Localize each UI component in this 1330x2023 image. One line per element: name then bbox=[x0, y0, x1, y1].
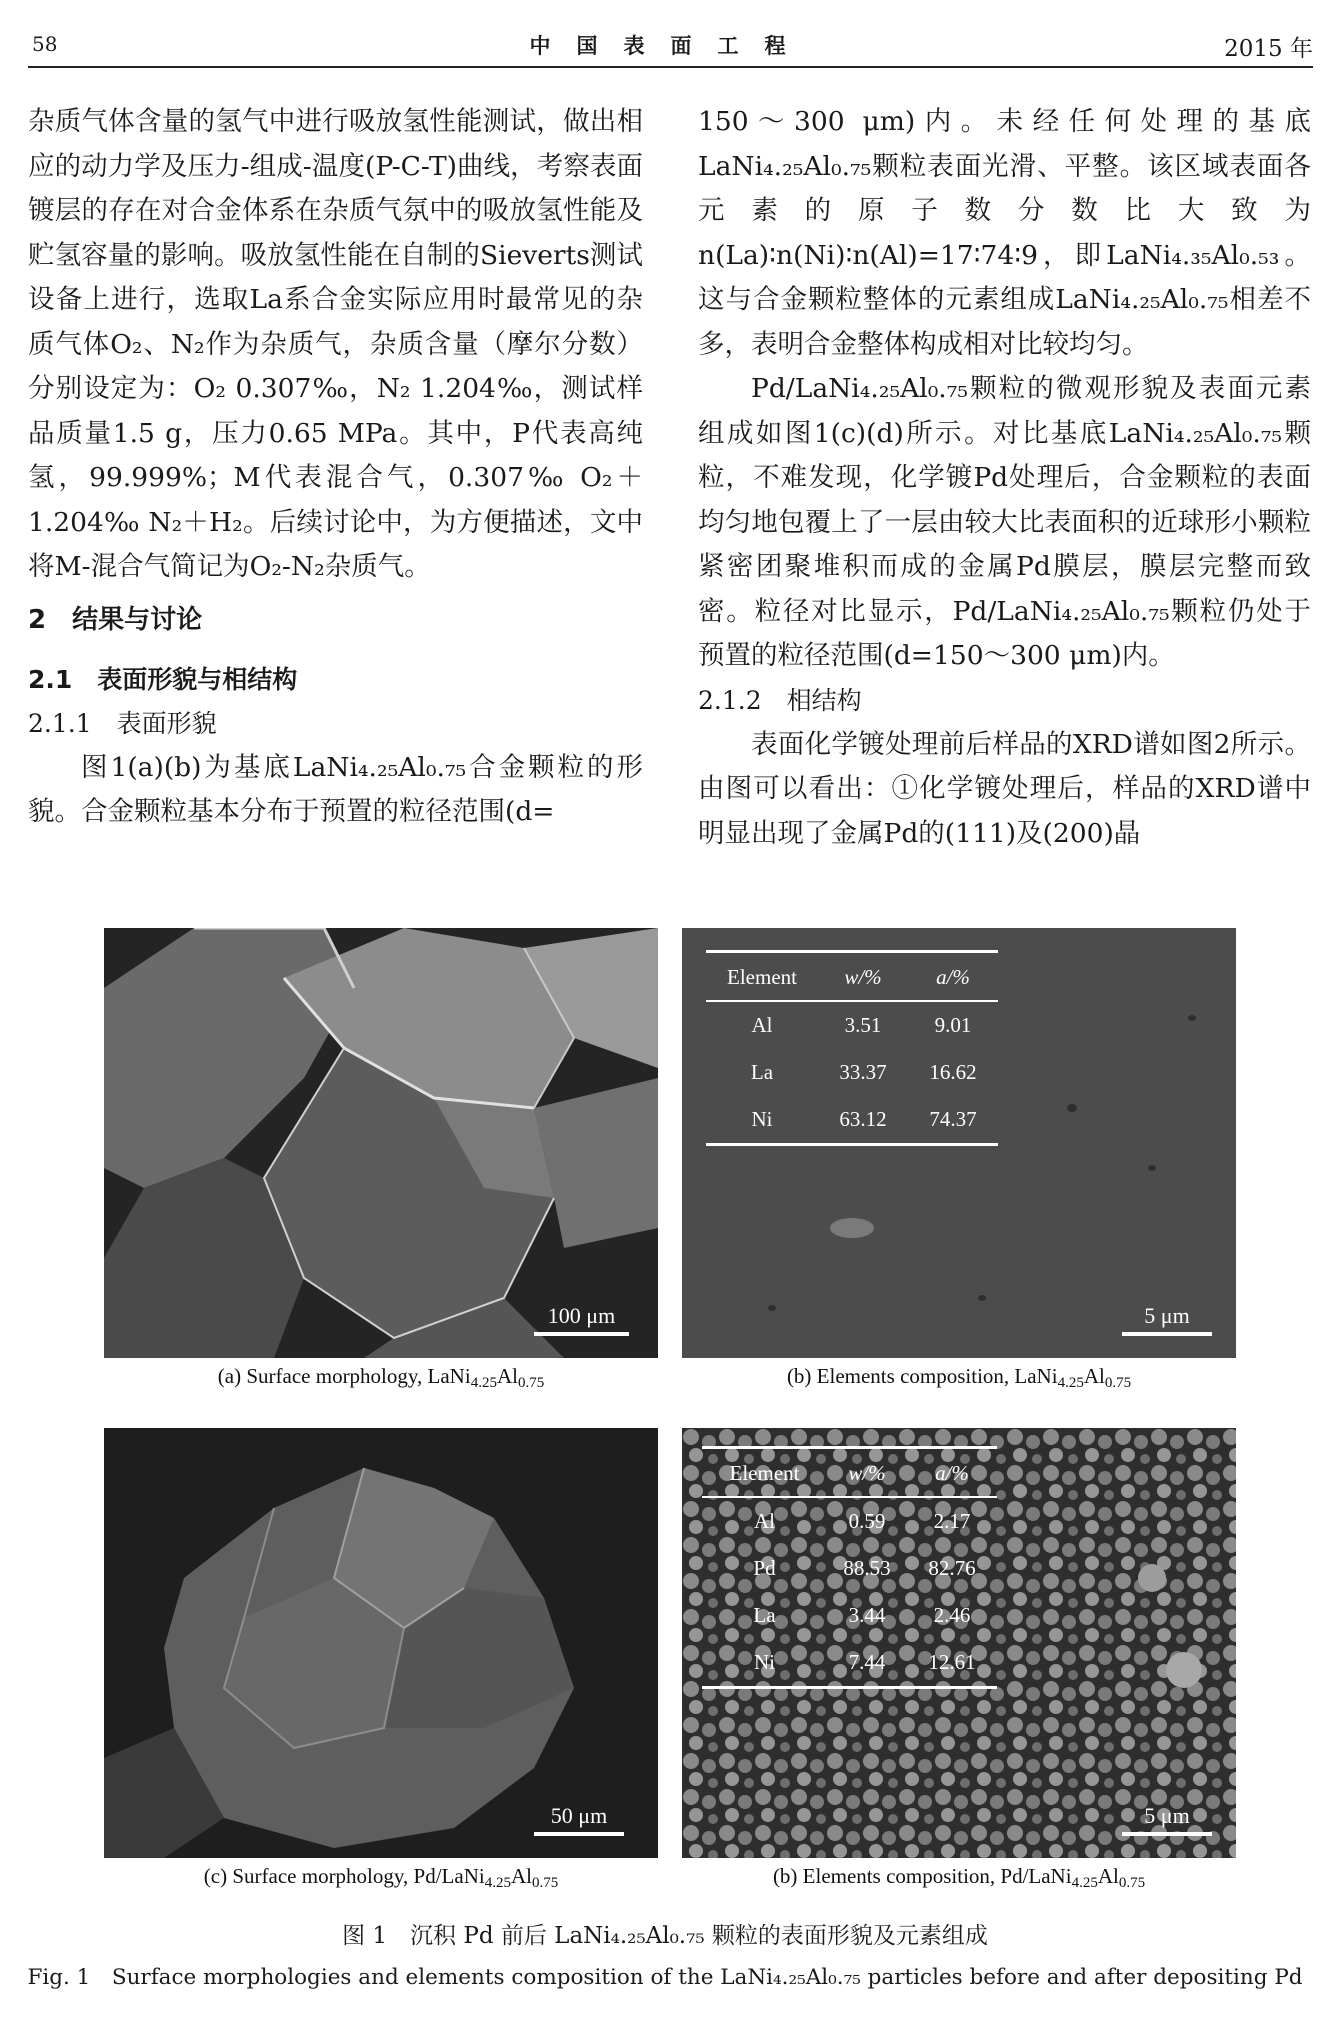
table-cell: 0.59 bbox=[848, 1509, 886, 1533]
caption-d bbox=[682, 1864, 1236, 1892]
table-cell: 12.61 bbox=[907, 1639, 997, 1688]
table-header: Element bbox=[702, 1448, 827, 1498]
continued-paragraph: 150～300 μm)内。未经任何处理的基底LaNi₄.₂₅Al₀.₇₅颗粒表面光滑、平整。该区域表面各元素的原子数分数比大致为n(La)∶n(Ni)∶n(Al)=17∶74∶9，即LaNi₄.₃₅Al₀.₅₃。这与合金颗粒整体的元素组成LaNi₄.₂₅Al₀.₇₅相差不多，表明合金整体构成相对比较均匀。 bbox=[698, 106, 1311, 360]
subsubsection-heading: 2.1.1 表面形貌 bbox=[28, 708, 217, 738]
caption-c bbox=[104, 1864, 658, 1892]
sem-image-a bbox=[104, 928, 658, 1358]
table-row bbox=[706, 1096, 998, 1145]
element-table-d bbox=[702, 1446, 997, 1689]
table-cell: La bbox=[753, 1603, 776, 1627]
table-header: w/% bbox=[827, 1448, 907, 1498]
table-row bbox=[706, 1001, 998, 1049]
caption-d-sub1: 4.25 bbox=[1071, 1875, 1098, 1891]
scale-bar-b bbox=[1122, 1303, 1212, 1336]
caption-b-sub1: 4.25 bbox=[1057, 1375, 1084, 1391]
intro-paragraph: 杂质气体含量的氢气中进行吸放氢性能测试，做出相应的动力学及压力-组成-温度(P-C-T)曲线，考察表面镀层的存在对合金体系在杂质气氛中的吸放氢性能及贮氢容量的影响。吸放氢性能在自制的Sieverts测试设备上进行，选取La系合金实际应用时最常见的杂质气体O₂、N₂作为杂质气，杂质含量（摩尔分数）分别设定为：O₂ 0.307‰，N₂ 1.204‰，测试样品质量1.5 g，压力0.65 MPa。其中，P代表高纯氢，99.999%；M代表混合气，0.307‰ O₂＋1.204‰ N₂＋H₂。后续讨论中，为方便描述，文中将M-混合气简记为O₂-N₂杂质气。 bbox=[28, 106, 643, 582]
table-cell: Al bbox=[751, 1013, 773, 1037]
scale-label-a: 100 μm bbox=[547, 1303, 616, 1328]
table-cell: 74.37 bbox=[908, 1096, 998, 1145]
table-cell: 88.53 bbox=[843, 1556, 891, 1580]
caption-c-sub2: 0.75 bbox=[531, 1875, 559, 1891]
scale-label-d: 5 μm bbox=[1144, 1803, 1190, 1828]
left-column bbox=[28, 100, 643, 835]
table-header: a/% bbox=[907, 1448, 997, 1498]
scale-label-c: 50 μm bbox=[550, 1803, 608, 1828]
table-header: Element bbox=[706, 952, 818, 1002]
caption-c-mid: Al bbox=[510, 1864, 532, 1888]
caption-b-sub2: 0.75 bbox=[1104, 1375, 1132, 1391]
table-header: a/% bbox=[908, 952, 998, 1002]
pd-paragraph: Pd/LaNi₄.₂₅Al₀.₇₅颗粒的微观形貌及表面元素组成如图1(c)(d)所示。对比基底LaNi₄.₂₅Al₀.₇₅颗粒，不难发现，化学镀Pd处理后，合金颗粒的表面均匀地包覆上了一层由较大比表面积的近球形小颗粒紧密团聚堆积而成的金属Pd膜层，膜层完整而致密。粒径对比显示，Pd/LaNi₄.₂₅Al₀.₇₅颗粒仍处于预置的粒径范围(d=150～300 μm)内。 bbox=[698, 373, 1311, 671]
element-table-b bbox=[706, 950, 998, 1146]
subsection-heading: 2.1 表面形貌与相结构 bbox=[28, 664, 298, 694]
table-cell: 2.17 bbox=[933, 1509, 971, 1533]
sem-panel-d bbox=[682, 1428, 1236, 1858]
table-cell: Al bbox=[754, 1509, 775, 1533]
table-cell: 63.12 bbox=[818, 1096, 908, 1145]
table-row bbox=[702, 1639, 997, 1688]
figure-caption-chinese: 图 1 沉积 Pd 前后 LaNi₄.₂₅Al₀.₇₅ 颗粒的表面形貌及元素组成 bbox=[342, 1923, 988, 1949]
table-cell: 7.44 bbox=[827, 1639, 907, 1688]
table-cell: 9.01 bbox=[934, 1013, 972, 1037]
table-cell: 33.37 bbox=[839, 1060, 887, 1084]
scale-bar-d bbox=[1122, 1803, 1212, 1836]
sem-image-c bbox=[104, 1428, 658, 1858]
caption-a-sub2: 0.75 bbox=[517, 1375, 545, 1391]
journal-title: 中国表面工程 bbox=[529, 33, 812, 58]
table-cell: 3.44 bbox=[848, 1603, 886, 1627]
table-cell: Pd bbox=[753, 1556, 776, 1580]
scale-bar-c bbox=[534, 1803, 624, 1836]
scale-bar-a bbox=[534, 1303, 629, 1336]
page-number: 58 bbox=[32, 32, 58, 56]
figure-caption-english: Fig. 1 Surface morphologies and elements composition of the LaNi₄.₂₅Al₀.₇₅ particles before and after depositing Pd bbox=[27, 1965, 1303, 1990]
table-cell: 2.46 bbox=[933, 1603, 971, 1627]
scale-label-b: 5 μm bbox=[1144, 1303, 1190, 1328]
table-cell: Ni bbox=[702, 1639, 827, 1688]
table-row bbox=[706, 1049, 998, 1096]
right-column bbox=[698, 100, 1311, 856]
caption-a-mid: Al bbox=[496, 1364, 518, 1388]
caption-d-mid: Al bbox=[1097, 1864, 1119, 1888]
figure-intro-paragraph: 图1(a)(b)为基底LaNi₄.₂₅Al₀.₇₅合金颗粒的形貌。合金颗粒基本分布于预置的粒径范围(d= bbox=[28, 751, 643, 827]
table-row bbox=[702, 1592, 997, 1639]
table-row bbox=[702, 1545, 997, 1592]
table-header: w/% bbox=[818, 952, 908, 1002]
page-header bbox=[28, 30, 1313, 68]
caption-d-text: (b) Elements composition, Pd/LaNi bbox=[772, 1864, 1072, 1888]
sem-panel-b bbox=[682, 928, 1236, 1358]
caption-b-text: (b) Elements composition, LaNi bbox=[786, 1364, 1058, 1388]
section-heading: 2 结果与讨论 bbox=[28, 604, 203, 635]
table-row bbox=[702, 1497, 997, 1545]
table-cell: 82.76 bbox=[928, 1556, 976, 1580]
caption-a-text: (a) Surface morphology, LaNi bbox=[217, 1364, 471, 1388]
caption-b bbox=[682, 1364, 1236, 1392]
caption-a-sub1: 4.25 bbox=[470, 1375, 497, 1391]
caption-c-text: (c) Surface morphology, Pd/LaNi bbox=[203, 1864, 485, 1888]
sem-panel-c bbox=[104, 1428, 658, 1858]
caption-a bbox=[104, 1364, 658, 1392]
caption-b-mid: Al bbox=[1083, 1364, 1105, 1388]
table-cell: 16.62 bbox=[929, 1060, 977, 1084]
caption-d-sub2: 0.75 bbox=[1118, 1875, 1146, 1891]
sem-panel-a bbox=[104, 928, 658, 1358]
table-cell: 3.51 bbox=[844, 1013, 882, 1037]
caption-c-sub1: 4.25 bbox=[484, 1875, 511, 1891]
table-cell: Ni bbox=[706, 1096, 818, 1145]
issue-year: 2015 年 bbox=[1224, 36, 1313, 62]
xrd-paragraph: 表面化学镀处理前后样品的XRD谱如图2所示。由图可以看出：①化学镀处理后，样品的XRD谱中明显出现了金属Pd的(111)及(200)晶 bbox=[698, 728, 1311, 849]
phase-structure-heading: 2.1.2 相结构 bbox=[698, 685, 862, 715]
table-cell: La bbox=[750, 1060, 774, 1084]
